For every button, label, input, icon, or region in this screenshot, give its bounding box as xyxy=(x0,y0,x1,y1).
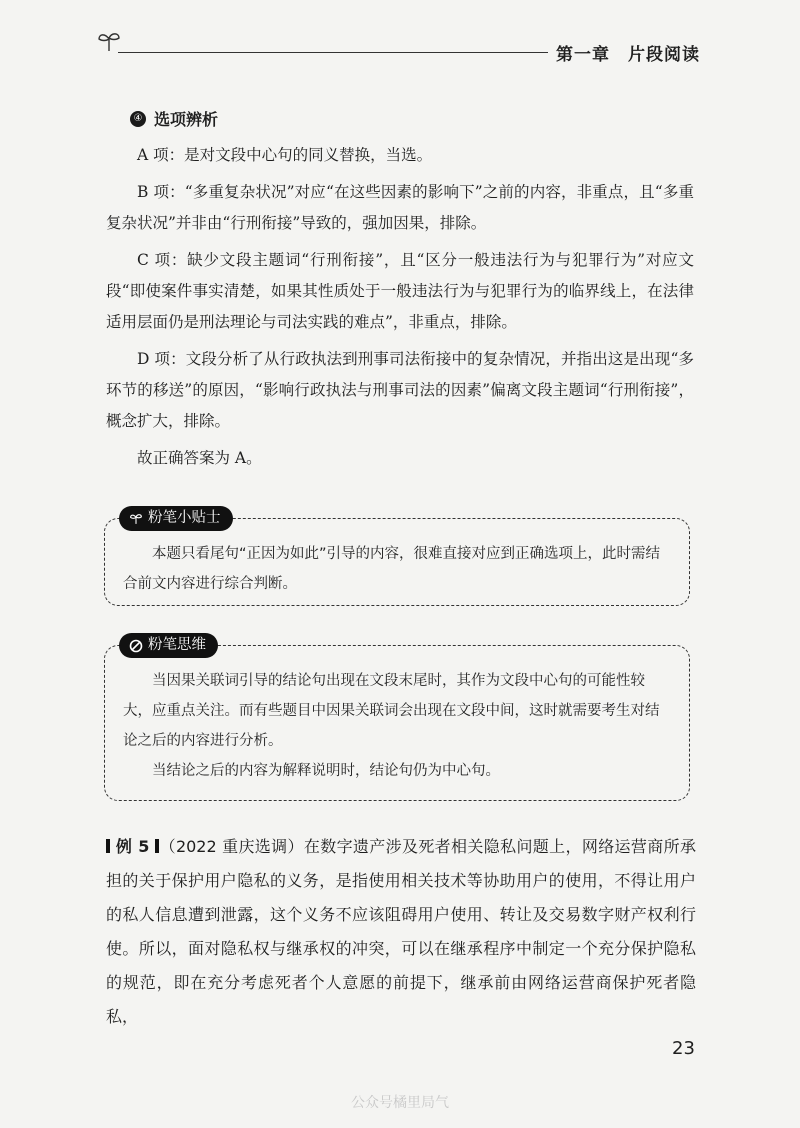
circled-number-icon: ④ xyxy=(130,111,146,127)
tip-label-badge xyxy=(119,506,233,531)
tip-label-text: 粉笔小贴士 xyxy=(148,510,221,526)
thinking-paragraph-1: 当因果关联词引导的结论句出现在文段末尾时，其作为文段中心句的可能性较大，应重点关注。而有些题目中因果关联词会出现在文段中间，这时就需要考生对结论之后的内容进行分析。 xyxy=(123,673,660,749)
thinking-box xyxy=(104,637,690,801)
sprout-icon xyxy=(96,30,122,52)
analysis-heading xyxy=(130,107,218,130)
watermark: 公众号橘里局气 xyxy=(351,1095,449,1111)
option-d-paragraph: D 项：文段分析了从行政执法到刑事司法衔接中的复杂情况，并指出这是出现“多环节的移送”的原因，“影响行政执法与刑事司法的因素”偏离文段主题词“行刑衔接”，概念扩大，排除。 xyxy=(106,350,694,430)
example-text: 在数字遗产涉及死者相关隐私问题上，网络运营商所承担的关于保护用户隐私的义务，是指使用相关技术等协助用户的使用，不得让用户的私人信息遭到泄露，这个义务不应该阻碍用户使用、转让及交易数字财产权利行使。所以，面对隐私权与继承权的冲突，可以在继承程序中制定一个充分保护隐私的规范，即在充分考虑死者个人意愿的前提下，继承前由网络运营商保护死者隐私， xyxy=(106,837,696,1026)
analysis-title: 选项辨析 xyxy=(154,110,219,129)
answer-paragraph: 故正确答案为 A。 xyxy=(137,449,262,467)
tip-box xyxy=(104,510,690,606)
chapter-label: 第一章 xyxy=(556,45,610,65)
page-number: 23 xyxy=(672,1038,695,1059)
thinking-content xyxy=(105,646,689,798)
tip-paragraph: 本题只看尾句“正因为如此”引导的内容，很难直接对应到正确选项上，此时需结合前文内容进行综合判断。 xyxy=(123,546,661,592)
analysis-body xyxy=(106,140,694,474)
example-source: （2022 重庆选调） xyxy=(159,837,304,856)
example-marker xyxy=(106,837,159,856)
thinking-paragraph-2: 当结论之后的内容为解释说明时，结论句仍为中心句。 xyxy=(152,763,500,779)
example-label: 例 5 xyxy=(115,837,150,856)
ring-icon xyxy=(129,639,143,653)
section-label: 片段阅读 xyxy=(628,45,700,65)
thinking-label-text: 粉笔思维 xyxy=(148,637,206,653)
option-a-paragraph: A 项：是对文段中心句的同义替换，当选。 xyxy=(137,146,433,164)
running-header xyxy=(556,40,700,65)
thinking-label-badge xyxy=(119,633,218,658)
tip-content xyxy=(105,519,689,611)
option-b-paragraph: B 项：“多重复杂状况”对应“在这些因素的影响下”之前的内容，非重点，且“多重复杂状况”并非由“行刑衔接”导致的，强加因果，排除。 xyxy=(106,183,694,232)
sprout-icon xyxy=(129,512,143,525)
header-rule xyxy=(118,52,548,53)
option-c-paragraph: C 项：缺少文段主题词“行刑衔接”，且“区分一般违法行为与犯罪行为”对应文段“即使案件事实清楚，如果其性质处于一般违法行为与犯罪行为的临界线上，在法律适用层面仍是刑法理论与司法实践的难点”，非重点，排除。 xyxy=(106,251,694,331)
example-paragraph xyxy=(106,830,696,1034)
example-bar-left xyxy=(106,839,110,853)
